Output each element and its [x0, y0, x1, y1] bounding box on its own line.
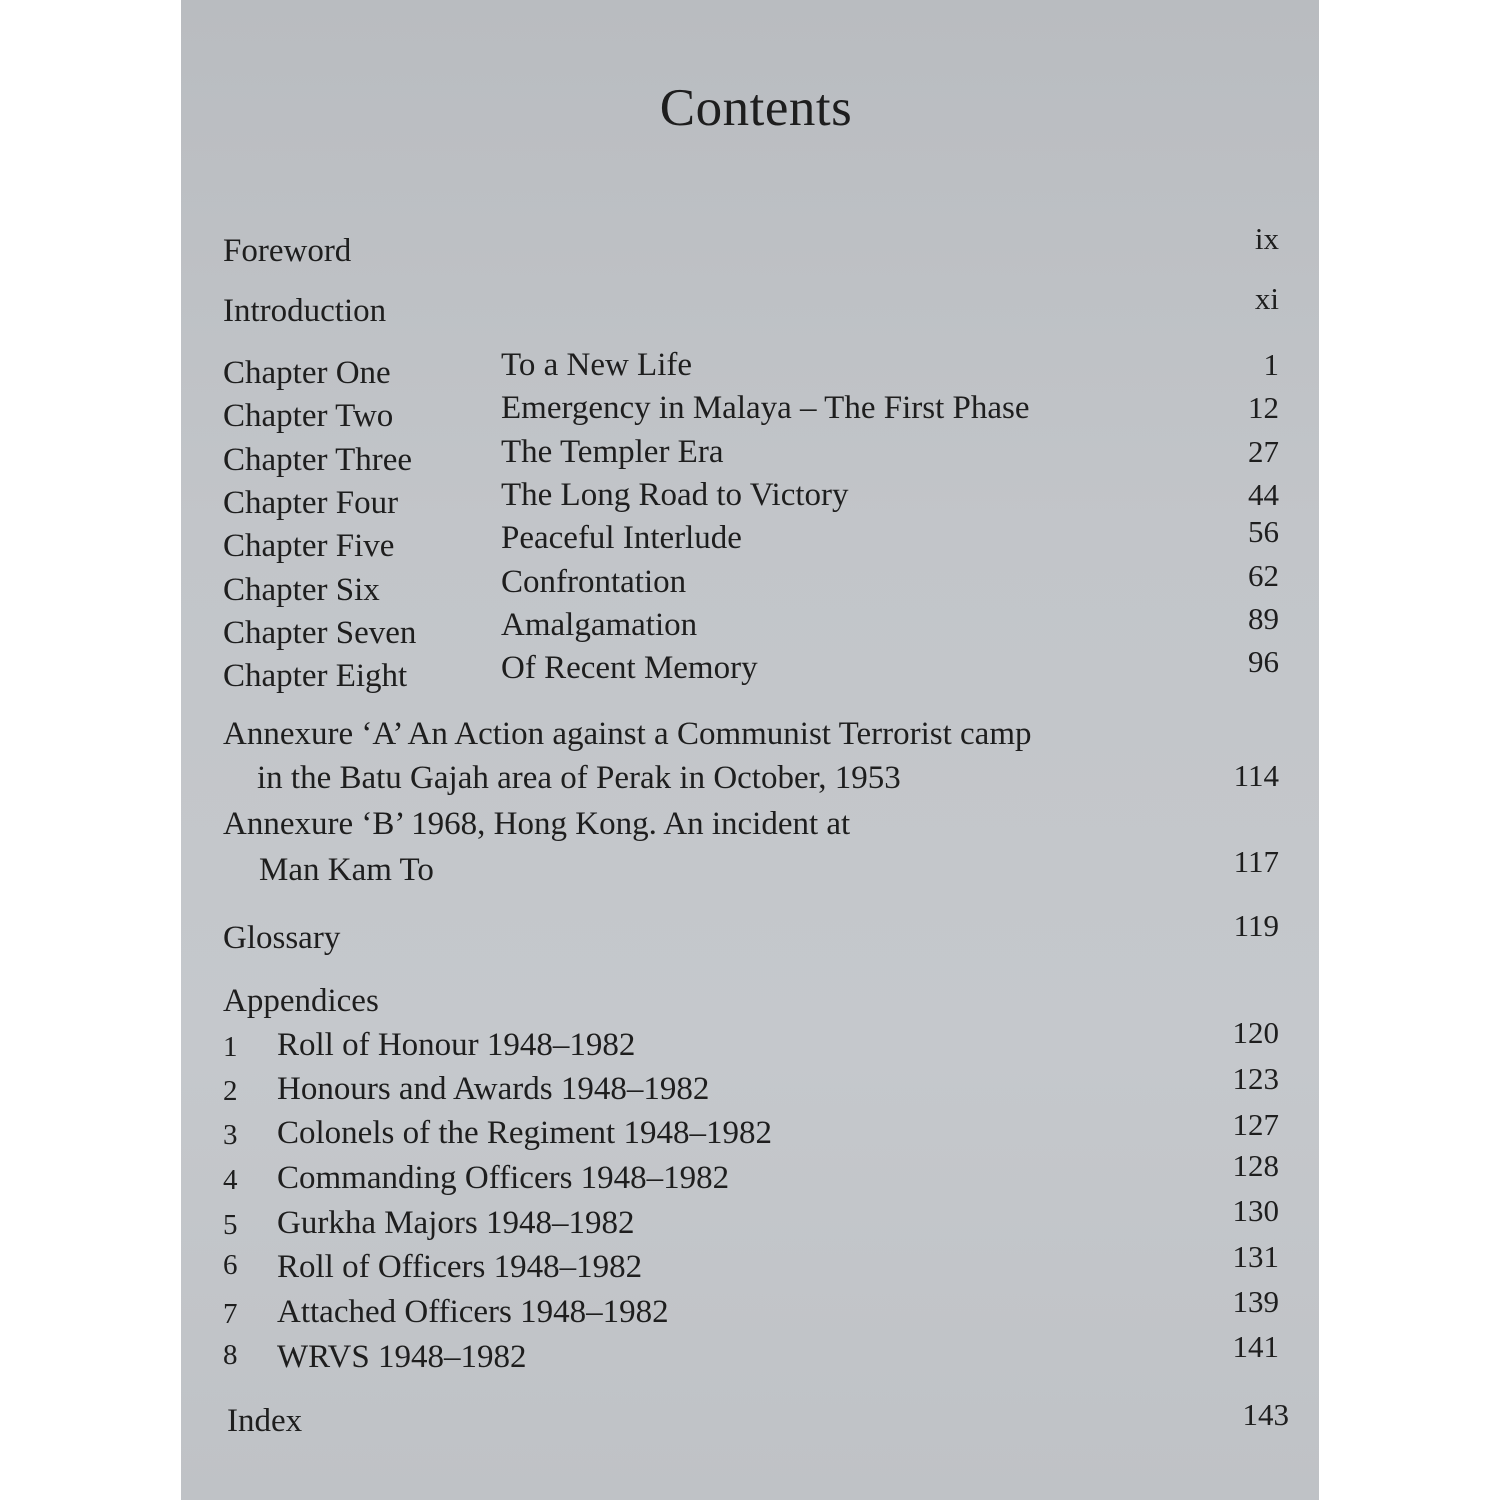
- annexure-line-2: in the Batu Gajah area of Perak in October, 1953: [257, 760, 901, 796]
- entry-page: 120: [1232, 1015, 1279, 1050]
- appendix-title: Roll of Honour 1948–1982: [277, 1027, 636, 1063]
- entry-label: Glossary: [223, 920, 341, 956]
- chapter-label: Chapter Three: [223, 442, 413, 478]
- appendix-number: 5: [223, 1209, 238, 1241]
- entry-page: 123: [1232, 1061, 1279, 1096]
- chapter-label: Chapter Eight: [223, 658, 408, 694]
- chapter-label: Chapter Six: [223, 572, 380, 608]
- entry-label: Index: [227, 1403, 303, 1439]
- annexure-line-2: Man Kam To: [259, 852, 434, 888]
- chapter-title: To a New Life: [501, 347, 693, 383]
- appendix-number: 2: [223, 1075, 238, 1107]
- entry-page: 119: [1233, 908, 1279, 943]
- entry-page: 130: [1232, 1193, 1279, 1228]
- entry-label: Foreword: [223, 233, 352, 269]
- chapter-label: Chapter Five: [223, 528, 395, 564]
- appendix-number: 1: [223, 1031, 238, 1063]
- entry-page: 56: [1248, 514, 1279, 549]
- entry-page: 117: [1233, 844, 1279, 879]
- book-page: [181, 0, 1319, 1500]
- appendix-number: 6: [223, 1249, 238, 1281]
- appendix-title: Colonels of the Regiment 1948–1982: [277, 1115, 772, 1151]
- chapter-label: Chapter One: [223, 355, 391, 391]
- entry-page: xi: [1254, 281, 1279, 316]
- appendix-title: Honours and Awards 1948–1982: [277, 1071, 710, 1107]
- entry-page: 12: [1248, 390, 1279, 425]
- entry-page: 44: [1248, 477, 1279, 512]
- page-title: Contents: [659, 79, 853, 137]
- entry-page: 114: [1233, 758, 1279, 793]
- entry-page: 96: [1248, 644, 1279, 679]
- chapter-label: Chapter Two: [223, 398, 394, 434]
- chapter-label: Chapter Four: [223, 485, 399, 521]
- entry-page: 143: [1242, 1397, 1289, 1432]
- chapter-title: Of Recent Memory: [501, 650, 758, 686]
- chapter-title: Confrontation: [501, 564, 687, 600]
- entry-page: ix: [1254, 221, 1279, 256]
- appendices-heading-label: Appendices: [223, 983, 379, 1019]
- annexure-line-1: Annexure ‘A’ An Action against a Communist Terrorist camp: [223, 716, 1032, 752]
- annexure-line-1: Annexure ‘B’ 1968, Hong Kong. An incident at: [223, 806, 851, 842]
- entry-page: 139: [1232, 1284, 1279, 1319]
- chapter-title: The Templer Era: [501, 434, 724, 470]
- appendix-number: 4: [223, 1164, 238, 1196]
- chapter-title: Emergency in Malaya – The First Phase: [501, 390, 1030, 426]
- entry-page: 62: [1248, 558, 1279, 593]
- entry-page: 1: [1263, 347, 1279, 382]
- entry-page: 27: [1248, 434, 1279, 469]
- entry-page: 127: [1232, 1107, 1279, 1142]
- appendix-title: Gurkha Majors 1948–1982: [277, 1205, 635, 1241]
- chapter-title: Amalgamation: [501, 607, 698, 643]
- entry-page: 131: [1232, 1239, 1279, 1274]
- entry-page: 128: [1232, 1148, 1279, 1183]
- entry-label: Introduction: [223, 293, 387, 329]
- chapter-title: The Long Road to Victory: [501, 477, 849, 513]
- appendix-title: Commanding Officers 1948–1982: [277, 1160, 730, 1196]
- appendix-number: 3: [223, 1119, 238, 1151]
- entry-page: 141: [1232, 1329, 1279, 1364]
- entry-page: 89: [1248, 601, 1279, 636]
- appendix-title: Attached Officers 1948–1982: [277, 1294, 669, 1330]
- appendix-title: WRVS 1948–1982: [277, 1339, 527, 1375]
- appendix-title: Roll of Officers 1948–1982: [277, 1249, 643, 1285]
- appendix-number: 8: [223, 1339, 238, 1371]
- chapter-title: Peaceful Interlude: [501, 520, 742, 556]
- appendix-number: 7: [223, 1298, 238, 1330]
- chapter-label: Chapter Seven: [223, 615, 417, 651]
